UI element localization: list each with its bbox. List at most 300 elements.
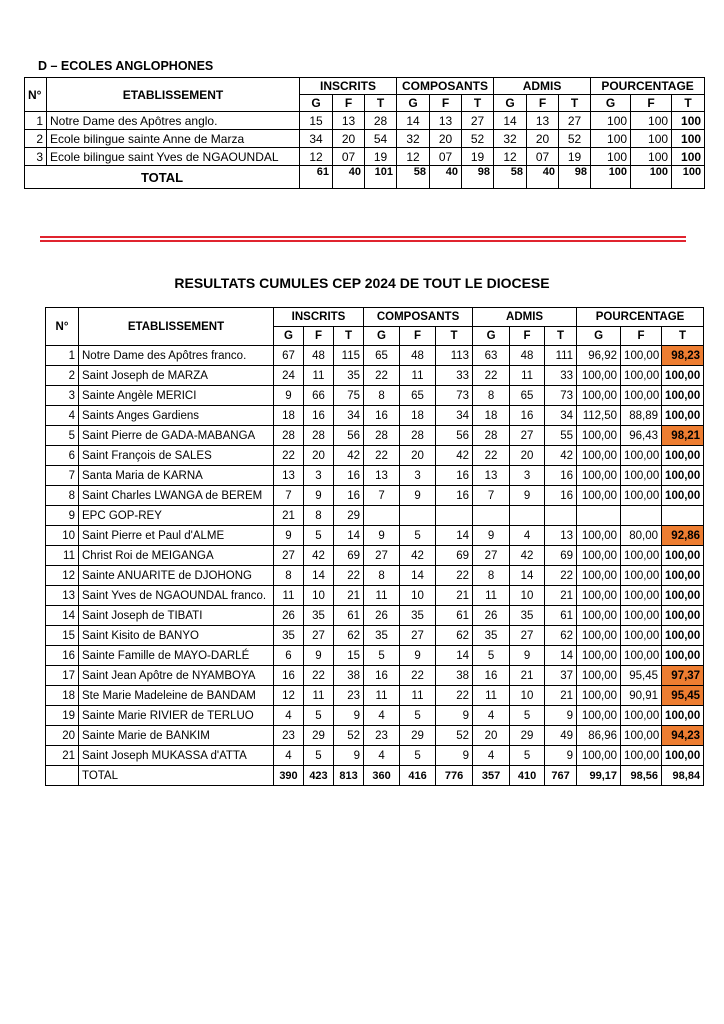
- total-value: 390: [274, 766, 304, 786]
- value-cell: 16: [274, 666, 304, 686]
- school-name: Sainte Marie RIVIER de TERLUO: [79, 706, 274, 726]
- value-cell: 9: [334, 746, 364, 766]
- value-cell: 5: [304, 526, 334, 546]
- value-cell: 100: [591, 148, 631, 166]
- value-cell: 80,00: [621, 526, 662, 546]
- school-name: Sainte ANUARITE de DJOHONG: [79, 566, 274, 586]
- table-row: [46, 486, 704, 506]
- table-row: [25, 148, 705, 166]
- value-cell: 27: [364, 546, 400, 566]
- value-cell: [510, 506, 545, 526]
- value-cell: 11: [473, 586, 510, 606]
- value-cell: 4: [473, 706, 510, 726]
- school-name: Santa Maria de KARNA: [79, 466, 274, 486]
- col-inscrits: INSCRITS: [274, 308, 364, 327]
- value-cell: 16: [334, 486, 364, 506]
- value-cell: 42: [436, 446, 473, 466]
- value-cell: 16: [334, 466, 364, 486]
- value-cell: 8: [274, 566, 304, 586]
- value-cell: 14: [510, 566, 545, 586]
- value-cell: 18: [400, 406, 436, 426]
- school-name: Ste Marie Madeleine de BANDAM: [79, 686, 274, 706]
- subheader-cell: T: [672, 95, 705, 112]
- value-cell: 9: [510, 646, 545, 666]
- value-cell: 34: [545, 406, 577, 426]
- subheader-cell: G: [494, 95, 527, 112]
- table-row: [46, 686, 704, 706]
- col-num: N°: [25, 78, 47, 112]
- value-cell: 65: [364, 346, 400, 366]
- row-number: 13: [46, 586, 79, 606]
- value-cell: 07: [333, 148, 365, 166]
- value-cell: 4: [364, 746, 400, 766]
- value-cell: 100,00: [577, 386, 621, 406]
- main-results-title: RESULTATS CUMULES CEP 2024 DE TOUT LE DIOCESE: [174, 275, 550, 291]
- total-value: 100: [591, 166, 631, 189]
- value-cell: 20: [430, 130, 462, 148]
- row-number: 1: [25, 112, 47, 130]
- value-cell: 5: [400, 526, 436, 546]
- value-cell: 66: [304, 386, 334, 406]
- value-cell: 5: [304, 706, 334, 726]
- value-cell: 27: [510, 626, 545, 646]
- value-cell: 3: [304, 466, 334, 486]
- value-cell: [545, 506, 577, 526]
- value-cell: 100: [672, 130, 705, 148]
- value-cell: 67: [274, 346, 304, 366]
- total-value: 360: [364, 766, 400, 786]
- value-cell: 21: [334, 586, 364, 606]
- value-cell: 100,00: [577, 526, 621, 546]
- value-cell: 62: [545, 626, 577, 646]
- value-cell: 113: [436, 346, 473, 366]
- table-row: [46, 646, 704, 666]
- value-cell: 75: [334, 386, 364, 406]
- value-cell: 12: [494, 148, 527, 166]
- value-cell: 9: [400, 646, 436, 666]
- value-cell: 62: [436, 626, 473, 646]
- value-cell: 28: [365, 112, 397, 130]
- table-row: [46, 466, 704, 486]
- value-cell: 23: [364, 726, 400, 746]
- row-number: 7: [46, 466, 79, 486]
- table-row: [46, 626, 704, 646]
- value-cell: 100,00: [621, 386, 662, 406]
- value-cell: 9: [510, 486, 545, 506]
- school-name: Notre Dame des Apôtres anglo.: [47, 112, 300, 130]
- value-cell: 7: [274, 486, 304, 506]
- value-cell: 14: [494, 112, 527, 130]
- value-cell: [364, 506, 400, 526]
- value-cell: 22: [473, 446, 510, 466]
- value-cell: 69: [436, 546, 473, 566]
- value-cell: 21: [545, 686, 577, 706]
- value-cell: 16: [510, 406, 545, 426]
- total-value: 813: [334, 766, 364, 786]
- value-cell: 5: [304, 746, 334, 766]
- value-cell: 100,00: [621, 566, 662, 586]
- total-value: 410: [510, 766, 545, 786]
- table-row: [46, 566, 704, 586]
- table-row: [46, 586, 704, 606]
- value-cell: 52: [559, 130, 591, 148]
- value-cell: 28: [473, 426, 510, 446]
- subheader-cell: G: [274, 327, 304, 346]
- value-cell: 23: [334, 686, 364, 706]
- subheader-cell: F: [430, 95, 462, 112]
- value-cell: 42: [510, 546, 545, 566]
- value-cell: 8: [473, 566, 510, 586]
- school-name: Saint Kisito de BANYO: [79, 626, 274, 646]
- value-cell: 13: [274, 466, 304, 486]
- value-cell: 9: [436, 706, 473, 726]
- separator-line: [40, 240, 686, 242]
- school-name: Notre Dame des Apôtres franco.: [79, 346, 274, 366]
- subheader-cell: T: [334, 327, 364, 346]
- table-row: [46, 446, 704, 466]
- value-cell: 10: [510, 586, 545, 606]
- value-cell: 100: [591, 112, 631, 130]
- value-cell: 13: [473, 466, 510, 486]
- subheader-cell: G: [300, 95, 333, 112]
- value-cell: 73: [545, 386, 577, 406]
- value-cell: 13: [364, 466, 400, 486]
- row-number: 18: [46, 686, 79, 706]
- value-cell: 16: [545, 486, 577, 506]
- value-cell: 9: [545, 706, 577, 726]
- school-name: Saint François de SALES: [79, 446, 274, 466]
- value-cell: 9: [274, 386, 304, 406]
- table-row: [46, 386, 704, 406]
- school-name: EPC GOP-REY: [79, 506, 274, 526]
- col-pourcentage: POURCENTAGE: [577, 308, 704, 327]
- value-cell: 35: [334, 366, 364, 386]
- value-cell: 22: [274, 446, 304, 466]
- header-row: [25, 78, 705, 95]
- value-cell: 4: [473, 746, 510, 766]
- value-cell: 48: [510, 346, 545, 366]
- value-cell: 24: [274, 366, 304, 386]
- cumulative-results-table: [45, 307, 704, 786]
- value-cell: 95,45: [621, 666, 662, 686]
- row-number: 11: [46, 546, 79, 566]
- school-name: Saint Jean Apôtre de NYAMBOYA: [79, 666, 274, 686]
- value-cell: 9: [304, 486, 334, 506]
- col-etablissement: ETABLISSEMENT: [79, 308, 274, 346]
- total-value: 98,56: [621, 766, 662, 786]
- row-number: 20: [46, 726, 79, 746]
- row-number: 9: [46, 506, 79, 526]
- school-name: Sainte Famille de MAYO-DARLÉ: [79, 646, 274, 666]
- col-num: N°: [46, 308, 79, 346]
- value-cell: 07: [527, 148, 559, 166]
- value-cell: 29: [304, 726, 334, 746]
- value-cell: 14: [436, 526, 473, 546]
- col-composants: COMPOSANTS: [397, 78, 494, 95]
- total-percentage-cell: 100,00: [662, 366, 704, 386]
- value-cell: 35: [274, 626, 304, 646]
- value-cell: 29: [400, 726, 436, 746]
- total-percentage-cell: 94,23: [662, 726, 704, 746]
- value-cell: 56: [334, 426, 364, 446]
- value-cell: 88,89: [621, 406, 662, 426]
- total-percentage-cell: 100,00: [662, 406, 704, 426]
- school-name: Saint Joseph de MARZA: [79, 366, 274, 386]
- table-row: [46, 346, 704, 366]
- value-cell: 9: [473, 526, 510, 546]
- value-cell: 100,00: [577, 686, 621, 706]
- total-percentage-cell: 100,00: [662, 386, 704, 406]
- table-row: [46, 546, 704, 566]
- value-cell: 3: [510, 466, 545, 486]
- total-value: 767: [545, 766, 577, 786]
- value-cell: 69: [545, 546, 577, 566]
- value-cell: 9: [545, 746, 577, 766]
- value-cell: 14: [436, 646, 473, 666]
- col-composants: COMPOSANTS: [364, 308, 473, 327]
- value-cell: 16: [304, 406, 334, 426]
- value-cell: [621, 506, 662, 526]
- total-value: 98: [462, 166, 494, 189]
- value-cell: 19: [365, 148, 397, 166]
- subheader-cell: T: [436, 327, 473, 346]
- value-cell: 34: [334, 406, 364, 426]
- value-cell: 21: [436, 586, 473, 606]
- value-cell: 8: [473, 386, 510, 406]
- school-name: Saint Charles LWANGA de BEREM: [79, 486, 274, 506]
- subheader-cell: T: [365, 95, 397, 112]
- value-cell: 15: [334, 646, 364, 666]
- value-cell: 26: [364, 606, 400, 626]
- value-cell: 27: [473, 546, 510, 566]
- value-cell: 42: [304, 546, 334, 566]
- value-cell: 20: [333, 130, 365, 148]
- value-cell: 61: [545, 606, 577, 626]
- value-cell: 61: [334, 606, 364, 626]
- value-cell: 28: [364, 426, 400, 446]
- value-cell: [436, 506, 473, 526]
- value-cell: [400, 506, 436, 526]
- value-cell: 22: [473, 366, 510, 386]
- row-number: 6: [46, 446, 79, 466]
- value-cell: 12: [274, 686, 304, 706]
- total-value: 40: [430, 166, 462, 189]
- value-cell: 20: [527, 130, 559, 148]
- value-cell: 7: [473, 486, 510, 506]
- value-cell: 33: [545, 366, 577, 386]
- value-cell: 49: [545, 726, 577, 746]
- row-number: 15: [46, 626, 79, 646]
- value-cell: 48: [400, 346, 436, 366]
- value-cell: 21: [274, 506, 304, 526]
- subheader-cell: F: [527, 95, 559, 112]
- col-etablissement: ETABLISSEMENT: [47, 78, 300, 112]
- school-name: Saint Joseph MUKASSA d'ATTA: [79, 746, 274, 766]
- subheader-cell: F: [400, 327, 436, 346]
- total-percentage-cell: 92,86: [662, 526, 704, 546]
- value-cell: 100: [631, 130, 672, 148]
- value-cell: 54: [365, 130, 397, 148]
- school-name: Christ Roi de MEIGANGA: [79, 546, 274, 566]
- total-label: TOTAL: [25, 166, 300, 189]
- value-cell: 19: [559, 148, 591, 166]
- value-cell: 100,00: [621, 346, 662, 366]
- value-cell: 100,00: [577, 706, 621, 726]
- value-cell: 35: [510, 606, 545, 626]
- value-cell: 22: [545, 566, 577, 586]
- total-value: 416: [400, 766, 436, 786]
- row-number: 1: [46, 346, 79, 366]
- value-cell: 9: [400, 486, 436, 506]
- value-cell: 115: [334, 346, 364, 366]
- value-cell: 07: [430, 148, 462, 166]
- value-cell: 13: [527, 112, 559, 130]
- col-pourcentage: POURCENTAGE: [591, 78, 705, 95]
- school-name: Ecole bilingue saint Yves de NGAOUNDAL: [47, 148, 300, 166]
- value-cell: 29: [510, 726, 545, 746]
- value-cell: 61: [436, 606, 473, 626]
- value-cell: 21: [510, 666, 545, 686]
- total-value: 40: [333, 166, 365, 189]
- row-number: 12: [46, 566, 79, 586]
- value-cell: 11: [400, 686, 436, 706]
- value-cell: 34: [300, 130, 333, 148]
- value-cell: 55: [545, 426, 577, 446]
- total-percentage-cell: 100,00: [662, 466, 704, 486]
- school-name: Sainte Marie de BANKIM: [79, 726, 274, 746]
- value-cell: 22: [436, 686, 473, 706]
- value-cell: 27: [510, 426, 545, 446]
- value-cell: 100: [672, 112, 705, 130]
- value-cell: 65: [510, 386, 545, 406]
- value-cell: 73: [436, 386, 473, 406]
- value-cell: 100,00: [577, 466, 621, 486]
- value-cell: 96,92: [577, 346, 621, 366]
- table-row: [46, 366, 704, 386]
- value-cell: 11: [364, 586, 400, 606]
- value-cell: 100: [591, 130, 631, 148]
- col-admis: ADMIS: [473, 308, 577, 327]
- row-number: 17: [46, 666, 79, 686]
- total-percentage-cell: 100,00: [662, 746, 704, 766]
- value-cell: 16: [436, 466, 473, 486]
- total-percentage-cell: 97,37: [662, 666, 704, 686]
- value-cell: 27: [559, 112, 591, 130]
- value-cell: 28: [400, 426, 436, 446]
- value-cell: 5: [473, 646, 510, 666]
- value-cell: 100,00: [621, 466, 662, 486]
- header-row: [46, 308, 704, 327]
- value-cell: 22: [334, 566, 364, 586]
- table-row: [46, 406, 704, 426]
- school-name: Saint Pierre et Paul d'ALME: [79, 526, 274, 546]
- value-cell: 22: [364, 366, 400, 386]
- value-cell: 5: [364, 646, 400, 666]
- school-name: Sainte Angèle MERICI: [79, 386, 274, 406]
- row-number: 21: [46, 746, 79, 766]
- value-cell: 100,00: [621, 586, 662, 606]
- value-cell: 29: [334, 506, 364, 526]
- value-cell: 100,00: [577, 626, 621, 646]
- value-cell: 16: [364, 406, 400, 426]
- subheader-cell: F: [304, 327, 334, 346]
- school-name: Ecole bilingue sainte Anne de Marza: [47, 130, 300, 148]
- anglophone-schools-table: [24, 77, 705, 189]
- value-cell: 35: [364, 626, 400, 646]
- row-number: 3: [46, 386, 79, 406]
- value-cell: 100,00: [577, 546, 621, 566]
- value-cell: 69: [334, 546, 364, 566]
- table-row: [46, 606, 704, 626]
- value-cell: 16: [436, 486, 473, 506]
- school-name: Saint Yves de NGAOUNDAL franco.: [79, 586, 274, 606]
- school-name: Saints Anges Gardiens: [79, 406, 274, 426]
- value-cell: 100,00: [577, 666, 621, 686]
- value-cell: 16: [545, 466, 577, 486]
- value-cell: 112,50: [577, 406, 621, 426]
- total-value: 40: [527, 166, 559, 189]
- value-cell: 7: [364, 486, 400, 506]
- value-cell: 10: [510, 686, 545, 706]
- total-percentage-cell: 100,00: [662, 546, 704, 566]
- value-cell: 100,00: [577, 646, 621, 666]
- value-cell: 9: [334, 706, 364, 726]
- subheader-cell: T: [662, 327, 704, 346]
- row-number: 14: [46, 606, 79, 626]
- total-percentage-cell: [662, 506, 704, 526]
- table-row: [46, 506, 704, 526]
- value-cell: 14: [545, 646, 577, 666]
- value-cell: 5: [510, 706, 545, 726]
- value-cell: 12: [397, 148, 430, 166]
- value-cell: 23: [274, 726, 304, 746]
- value-cell: 100,00: [621, 626, 662, 646]
- value-cell: 27: [304, 626, 334, 646]
- value-cell: 22: [364, 446, 400, 466]
- row-number: 16: [46, 646, 79, 666]
- value-cell: 22: [400, 666, 436, 686]
- row-number: 5: [46, 426, 79, 446]
- value-cell: 28: [304, 426, 334, 446]
- value-cell: 20: [400, 446, 436, 466]
- value-cell: 5: [510, 746, 545, 766]
- value-cell: 14: [400, 566, 436, 586]
- row-number: 10: [46, 526, 79, 546]
- value-cell: 100,00: [621, 646, 662, 666]
- table-row: [25, 112, 705, 130]
- value-cell: 27: [462, 112, 494, 130]
- value-cell: 20: [473, 726, 510, 746]
- total-value: 98,84: [662, 766, 704, 786]
- total-percentage-cell: 100,00: [662, 706, 704, 726]
- value-cell: 16: [364, 666, 400, 686]
- total-percentage-cell: 98,21: [662, 426, 704, 446]
- value-cell: 9: [274, 526, 304, 546]
- value-cell: 4: [274, 706, 304, 726]
- value-cell: 14: [397, 112, 430, 130]
- value-cell: 13: [545, 526, 577, 546]
- value-cell: 52: [436, 726, 473, 746]
- value-cell: 35: [400, 606, 436, 626]
- value-cell: 100,00: [621, 366, 662, 386]
- value-cell: 9: [436, 746, 473, 766]
- value-cell: 11: [304, 366, 334, 386]
- subheader-cell: F: [510, 327, 545, 346]
- value-cell: 5: [400, 706, 436, 726]
- value-cell: 11: [274, 586, 304, 606]
- subheader-cell: T: [462, 95, 494, 112]
- value-cell: 4: [364, 706, 400, 726]
